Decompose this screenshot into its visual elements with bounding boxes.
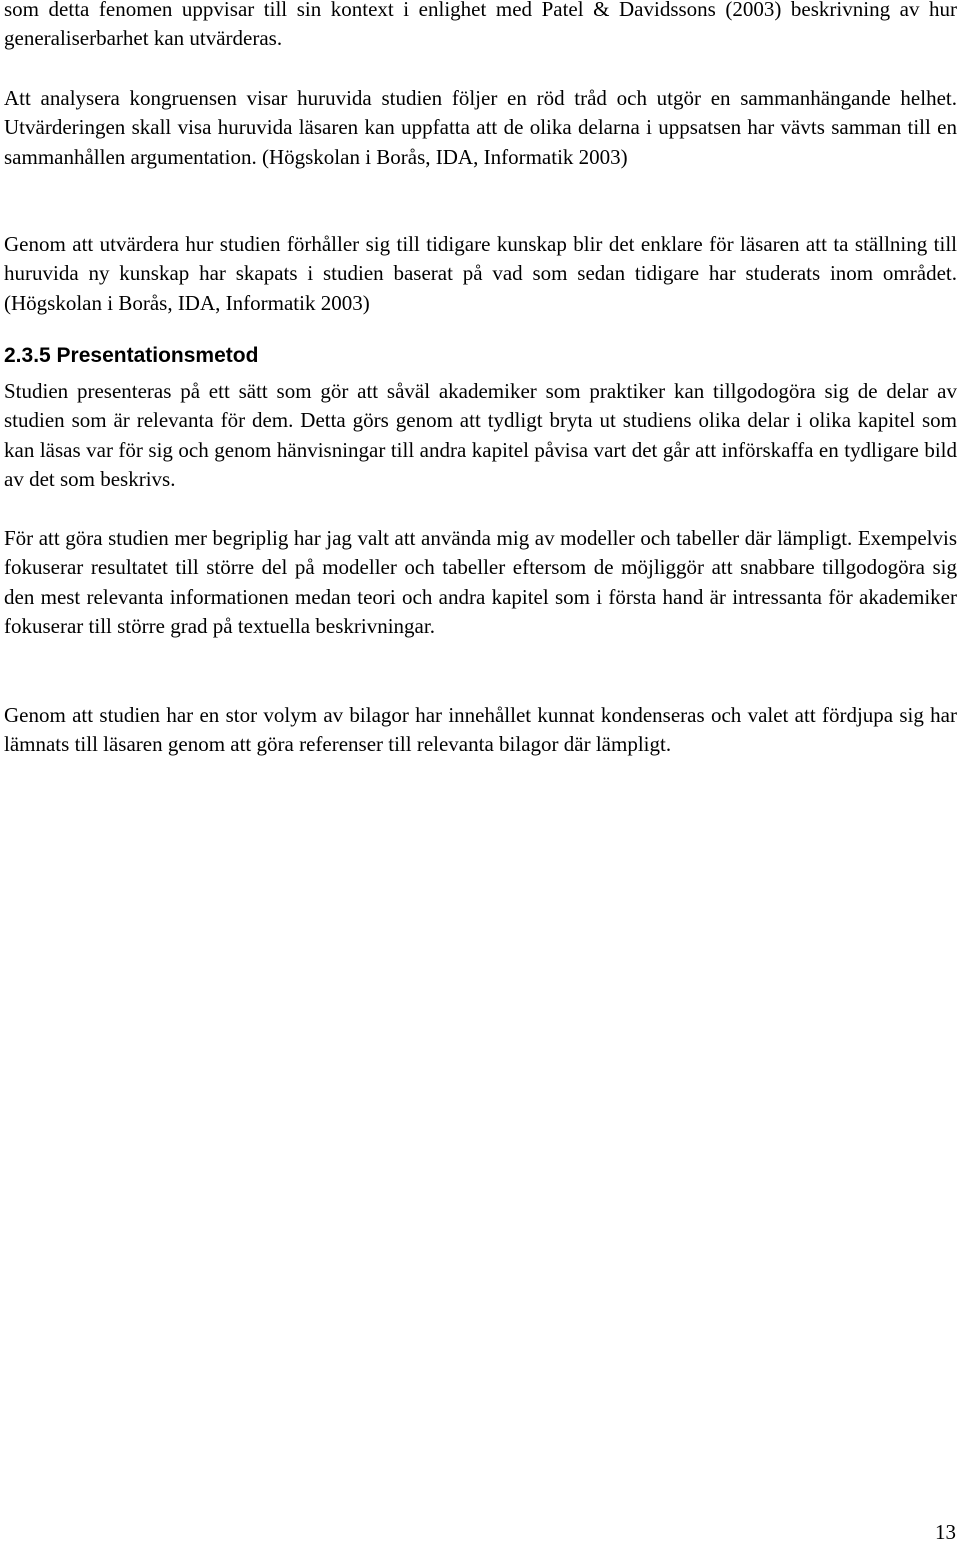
paragraph-presentation-intro: Studien presenteras på ett sätt som gör att såväl akademiker som praktiker kan tillgodogöra sig de delar av studien som är relevanta för dem. Detta görs genom att tydligt bryta ut studiens olika delar i olika kapitel som kan läsas var för sig och genom hänvisningar till andra kapitel påvisa vart det går att införskaffa en tydligare bild av det som beskrivs. [4,379,957,491]
paragraph-generalisability: som detta fenomen uppvisar till sin kontext i enlighet med Patel & Davidssons (2003) beskrivning av hur generaliserbarhet kan utvärderas. [4,0,957,51]
paragraph-congruence: Att analysera kongruensen visar huruvida studien följer en röd tråd och utgör en sammanhängande helhet. Utvärderingen skall visa huruvida läsaren kan uppfatta att de olika delarna i uppsatsen har vävts samman till en sammanhållen argumentation. (Högskolan i Borås, IDA, Informatik 2003) [4,86,957,169]
paragraph-appendices: Genom att studien har en stor volym av bilagor har innehållet kunnat kondenseras och valet att fördjupa sig har lämnats till läsaren genom att göra referenser till relevanta bilagor där lämpligt. [4,703,957,757]
paragraph-prior-knowledge: Genom att utvärdera hur studien förhåller sig till tidigare kunskap blir det enklare för läsaren att ta ställning till huruvida ny kunskap har skapats i studien baserat på vad som sedan tidigare har studerats inom området. (Högskolan i Borås, IDA, Informatik 2003) [4,232,957,315]
page-number: 13 [935,1520,956,1544]
section-heading: 2.3.5 Presentationsmetod [4,344,259,367]
paragraph-models-tables: För att göra studien mer begriplig har jag valt att använda mig av modeller och tabeller där lämpligt. Exempelvis fokuserar resultatet till större del på modeller och tabeller eftersom de möjliggör att snabbare tillgodogöra sig den mest relevanta informationen medan teori och andra kapitel som i första hand är intressanta för akademiker fokuserar till större grad på textuella beskrivningar. [4,526,957,638]
